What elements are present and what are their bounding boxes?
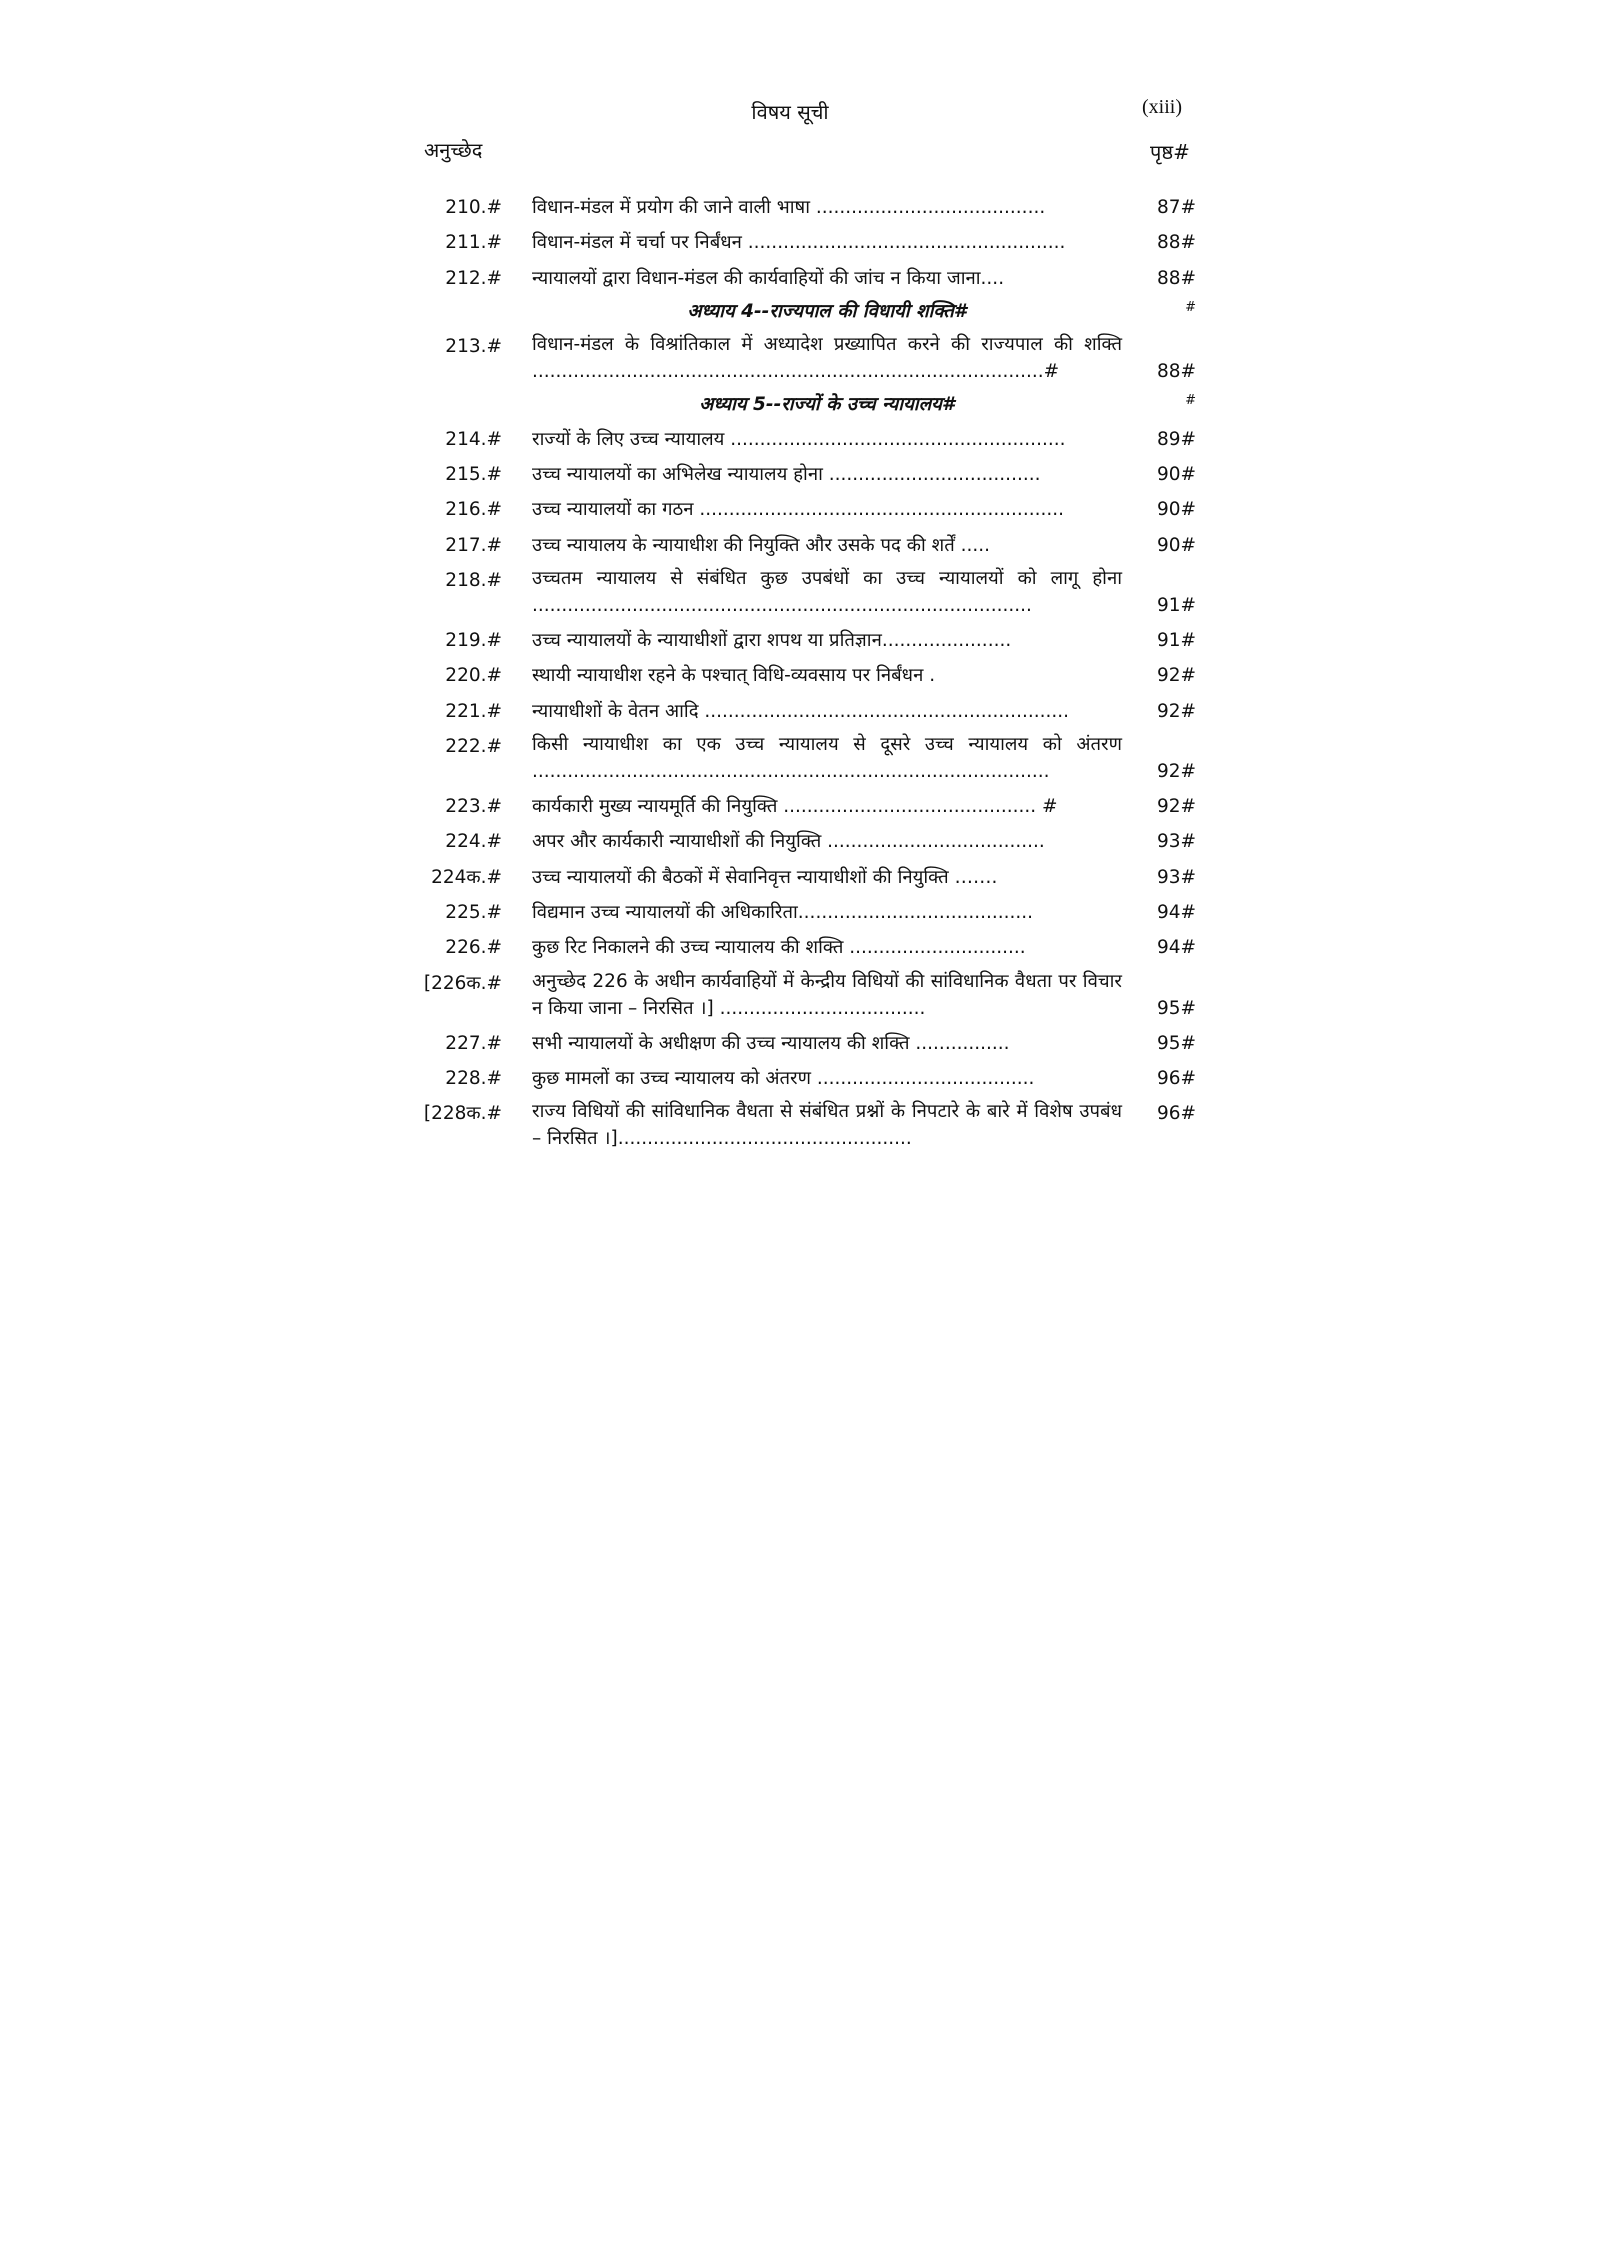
page-ref: 93# <box>1156 866 1196 888</box>
toc-entry <box>420 732 1220 786</box>
article-number: 225.# <box>445 902 502 924</box>
toc-entry <box>420 661 1220 690</box>
toc-entry <box>420 827 1220 856</box>
page-ref: 92# <box>1156 700 1196 722</box>
article-title: विधान-मंडल में प्रयोग की जाने वाली भाषा ....................................... <box>532 197 1046 218</box>
page-ref: 91# <box>1156 594 1196 616</box>
article-title: राज्य विधियों की सांविधानिक वैधता से संबंधित प्रश्नों के निपटारे के बारे में विशेष उपबंध – निरसित ।].................................................. <box>532 1101 1122 1150</box>
article-number: 218.# <box>445 569 502 591</box>
toc-entry <box>420 697 1220 726</box>
page-ref: 88# <box>1156 232 1196 254</box>
chapter-heading <box>420 392 1220 419</box>
article-title: कार्यकारी मुख्य न्यायमूर्ति की नियुक्ति ........................................... # <box>532 796 1058 818</box>
article-number: 226.# <box>445 937 502 959</box>
article-number: [228क.# <box>423 1103 502 1125</box>
page-ref: 91# <box>1156 630 1196 652</box>
page-ref: 88# <box>1156 360 1196 382</box>
article-title: कुछ रिट निकालने की उच्च न्यायालय की शक्ति .............................. <box>532 937 1026 959</box>
chapter-title: अध्याय 4--राज्यपाल की विधायी शक्ति# <box>687 300 967 322</box>
article-number: 224.# <box>445 831 502 853</box>
article-title: उच्चतम न्यायालय से संबंधित कुछ उपबंधों का उच्च न्यायालयों को लागू होना ..................................................................................... <box>532 567 1122 616</box>
article-title: सभी न्यायालयों के अधीक्षण की उच्च न्यायालय की शक्ति ................ <box>532 1032 1010 1054</box>
article-title: किसी न्यायाधीश का एक उच्च न्यायालय से दूसरे उच्च न्यायालय को अंतरण ........................................................................................ <box>532 734 1122 782</box>
article-title: न्यायाधीशों के वेतन आदि .............................................................. <box>532 700 1069 722</box>
article-number: 217.# <box>445 534 502 556</box>
chapter-page-ref: # <box>1185 392 1196 408</box>
toc-entry <box>420 863 1220 892</box>
article-number: 228.# <box>445 1068 502 1090</box>
article-title: स्थायी न्यायाधीश रहने के पश्चात् विधि-व्यवसाय पर निर्बंधन . <box>532 665 936 687</box>
page-ref: 92# <box>1156 665 1196 687</box>
article-number: 227.# <box>445 1032 502 1054</box>
article-number: 219.# <box>445 630 502 652</box>
page-ref: 90# <box>1156 534 1196 556</box>
article-number: 220.# <box>445 665 502 687</box>
toc-entry <box>420 332 1220 386</box>
chapter-heading <box>420 299 1220 326</box>
toc-entry <box>420 228 1220 257</box>
page-ref: 96# <box>1156 1068 1196 1090</box>
article-number: 210.# <box>445 197 502 218</box>
page-ref: 96# <box>1156 1103 1196 1125</box>
table-of-contents <box>420 193 1220 1160</box>
toc-entry <box>420 531 1220 560</box>
page-ref: 92# <box>1156 760 1196 782</box>
article-column-label: अनुच्छेद <box>424 138 483 162</box>
page-ref: 89# <box>1156 428 1196 450</box>
toc-entry <box>420 1099 1220 1153</box>
article-number: 211.# <box>445 232 502 254</box>
page-ref: 95# <box>1156 997 1196 1019</box>
page-title: विषय सूची <box>751 100 829 124</box>
page-ref: 90# <box>1156 499 1196 521</box>
toc-entry <box>420 626 1220 655</box>
article-number: 214.# <box>445 428 502 450</box>
article-title: उच्च न्यायालय के न्यायाधीश की नियुक्ति और उसके पद की शर्तें ..... <box>532 534 991 556</box>
toc-entry <box>420 969 1220 1023</box>
article-number: 222.# <box>445 736 502 757</box>
article-number: 224क.# <box>431 866 502 888</box>
page-ref: 94# <box>1156 937 1196 959</box>
article-number: 221.# <box>445 700 502 722</box>
toc-entry <box>420 898 1220 927</box>
article-title: कुछ मामलों का उच्च न्यायालय को अंतरण ..................................... <box>532 1068 1035 1090</box>
toc-entry <box>420 933 1220 962</box>
toc-entry <box>420 495 1220 524</box>
article-number: [226क.# <box>423 972 502 994</box>
article-title: न्यायालयों द्वारा विधान-मंडल की कार्यवाहियों की जांच न किया जाना.... <box>532 267 1005 289</box>
page-ref: 90# <box>1156 464 1196 485</box>
page-ref: 95# <box>1156 1032 1196 1054</box>
chapter-title: अध्याय 5--राज्यों के उच्च न्यायालय# <box>699 393 955 415</box>
toc-entry <box>420 460 1220 489</box>
page-ref: 88# <box>1156 267 1196 289</box>
article-number: 223.# <box>445 796 502 818</box>
article-title: विद्यमान उच्च न्यायालयों की अधिकारिता........................................ <box>532 902 1034 924</box>
page-ref: 92# <box>1156 796 1196 818</box>
chapter-page-ref: # <box>1185 299 1196 315</box>
article-title: उच्च न्यायालयों का गठन .............................................................. <box>532 499 1064 521</box>
page-ref: 93# <box>1156 831 1196 853</box>
article-title: उच्च न्यायालयों की बैठकों में सेवानिवृत्त न्यायाधीशों की नियुक्ति ……. <box>532 866 998 888</box>
article-number: 215.# <box>445 464 502 485</box>
toc-entry <box>420 1029 1220 1058</box>
toc-entry <box>420 566 1220 620</box>
article-title: अपर और कार्यकारी न्यायाधीशों की नियुक्ति ..................................... <box>532 831 1045 853</box>
article-title: विधान-मंडल में चर्चा पर निर्बंधन ...................................................... <box>532 232 1066 254</box>
article-title: विधान-मंडल के विश्रांतिकाल में अध्यादेश प्रख्यापित करने की राज्यपाल की शक्ति .......................................................................................# <box>532 333 1122 382</box>
article-number: 213.# <box>445 335 502 357</box>
page-ref: 87# <box>1156 197 1196 218</box>
article-title: उच्च न्यायालयों के न्यायाधीशों द्वारा शपथ या प्रतिज्ञान...................... <box>532 630 1012 652</box>
article-number: 212.# <box>445 267 502 289</box>
article-title: अनुच्छेद 226 के अधीन कार्यवाहियों में केन्द्रीय विधियों की सांविधानिक वैधता पर विचार न किया जाना – निरसित ।] ................................... <box>532 970 1122 1019</box>
page-column-label: पृष्ठ# <box>1150 140 1190 164</box>
toc-entry <box>420 193 1220 222</box>
article-title: उच्च न्यायालयों का अभिलेख न्यायालय होना .................................... <box>532 464 1041 485</box>
page-number: (xiii) <box>1142 96 1182 118</box>
article-number: 216.# <box>445 499 502 521</box>
toc-entry <box>420 264 1220 293</box>
page-ref: 94# <box>1156 902 1196 924</box>
toc-entry <box>420 792 1220 821</box>
article-title: राज्यों के लिए उच्च न्यायालय ......................................................... <box>532 428 1066 450</box>
toc-entry <box>420 425 1220 454</box>
toc-entry <box>420 1064 1220 1093</box>
